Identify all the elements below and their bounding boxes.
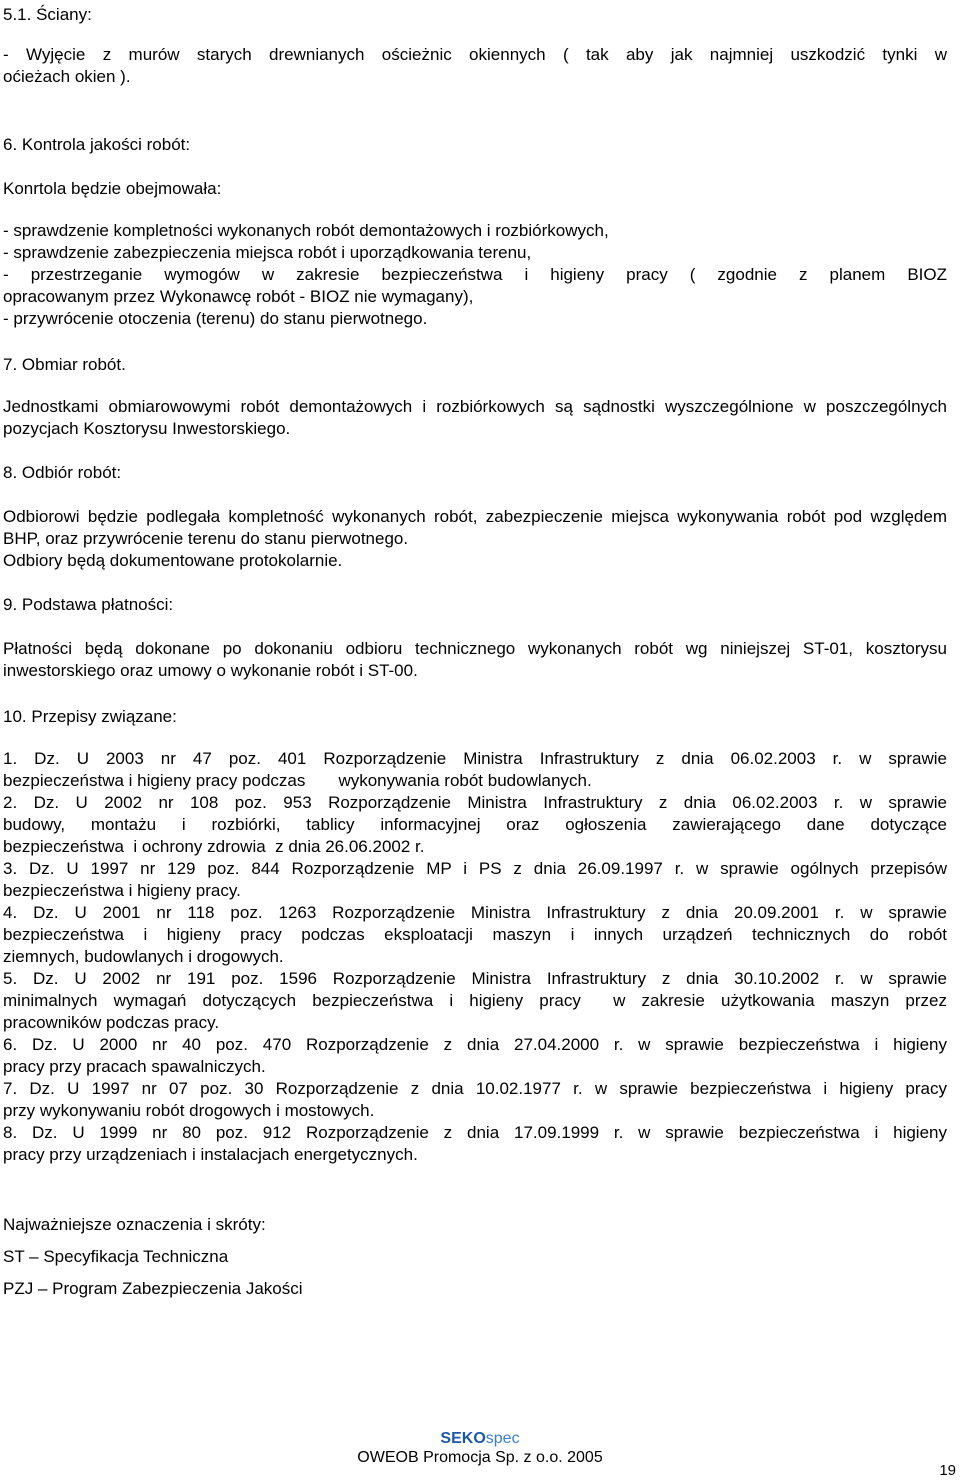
payment-heading: 9. Podstawa płatności:: [3, 595, 174, 614]
list-item: - przestrzeganie wymogów w zakresie bezpieczeństwa i higieny pracy ( zgodnie z planem BIOZ: [3, 265, 947, 284]
abbrev-item: ST – Specyfikacja Techniczna: [3, 1247, 229, 1266]
footer-company: OWEOB Promocja Sp. z o.o. 2005: [357, 1449, 603, 1466]
regulation-line: pracowników podczas pracy.: [3, 1013, 220, 1032]
walls-heading: 5.1. Ściany:: [3, 5, 92, 24]
abbrev-item: PZJ – Program Zabezpieczenia Jakości: [3, 1279, 303, 1298]
regulation-line: 1. Dz. U 2003 nr 47 poz. 401 Rozporządzenie Ministra Infrastruktury z dnia 06.02.2003 r. w sprawie: [3, 749, 947, 768]
page-number: 19: [939, 1462, 956, 1479]
regulation-line: bezpieczeństwa i higieny pracy.: [3, 881, 241, 900]
abbrev-heading: Najważniejsze oznaczenia i skróty:: [3, 1215, 266, 1234]
footer-logo: [0, 1428, 960, 1448]
list-item: - sprawdzenie kompletności wykonanych robót demontażowych i rozbiórkowych,: [3, 221, 609, 240]
walls-item: [3, 44, 947, 88]
measure-heading: 7. Obmiar robót.: [3, 355, 126, 374]
regulation-line: 3. Dz. U 1997 nr 129 poz. 844 Rozporządzenie MP i PS z dnia 26.09.1997 r. w sprawie ogólnych przepisów: [3, 859, 947, 878]
acceptance-heading: 8. Odbiór robót:: [3, 463, 122, 482]
regulation-line: przy wykonywaniu robót drogowych i mostowych.: [3, 1101, 375, 1120]
regulation-line: 5. Dz. U 2002 nr 191 poz. 1596 Rozporządzenie Ministra Infrastruktury z dnia 30.10.2002 r. w sprawie: [3, 969, 947, 988]
regulation-line: bezpieczeństwa i higieny pracy podczas wykonywania robót budowlanych.: [3, 771, 592, 790]
acceptance-text: Odbiorowi będzie podlegała kompletność wykonanych robót, zabezpieczenie miejsca wykonywania robót pod względem BHP, oraz przywrócenie terenu do stanu pierwotnego.: [3, 507, 947, 548]
regulation-line: minimalnych wymagań dotyczących bezpieczeństwa i higieny pracy w zakresie użytkowania maszyn przez: [3, 991, 947, 1010]
logo-brand-light: spec: [485, 1430, 520, 1447]
list-item: - sprawdzenie zabezpieczenia miejsca robót i uporządkowania terenu,: [3, 243, 532, 262]
regulation-line: pracy przy urządzeniach i instalacjach energetycznych.: [3, 1145, 418, 1164]
regulation-line: bezpieczeństwa i ochrony zdrowia z dnia 26.06.2002 r.: [3, 837, 425, 856]
quality-heading: 6. Kontrola jakości robót:: [3, 135, 191, 154]
quality-intro: Konrtola będzie obejmowała:: [3, 179, 222, 198]
regulation-line: budowy, montażu i rozbiórki, tablicy informacyjnej oraz ogłoszenia zawierającego dane dotyczące: [3, 815, 947, 834]
regulation-line: 6. Dz. U 2000 nr 40 poz. 470 Rozporządzenie z dnia 27.04.2000 r. w sprawie bezpieczeństwa i higieny: [3, 1035, 947, 1054]
walls-item-line1: - Wyjęcie z murów starych drewnianych ościeżnic okiennych ( tak aby jak najmniej uszkodzić tynki w: [3, 45, 947, 64]
list-item: - przywrócenie otoczenia (terenu) do stanu pierwotnego.: [3, 309, 428, 328]
regulations-heading: 10. Przepisy związane:: [3, 707, 177, 726]
payment-text: Płatności będą dokonane po dokonaniu odbioru technicznego wykonanych robót wg niniejszej ST-01, kosztorysu inwestorskiego oraz umowy o wykonanie robót i ST-00.: [3, 639, 947, 680]
regulation-line: ziemnych, budowlanych i drogowych.: [3, 947, 284, 966]
regulation-line: bezpieczeństwa i higieny pracy podczas eksploatacji maszyn i innych urządzeń technicznych do robót: [3, 925, 947, 944]
regulation-line: pracy przy pracach spawalniczych.: [3, 1057, 266, 1076]
measure-text: Jednostkami obmiarowowymi robót demontażowych i rozbiórkowych są sądnostki wyszczególnione w poszczególnych pozycjach Kosztorysu Inwestorskiego.: [3, 397, 947, 438]
quality-list: [3, 220, 947, 330]
regulation-line: 2. Dz. U 2002 nr 108 poz. 953 Rozporządzenie Ministra Infrastruktury z dnia 06.02.2003 r. w sprawie: [3, 793, 947, 812]
logo-brand-bold: SEKO: [440, 1430, 486, 1447]
regulation-line: 8. Dz. U 1999 nr 80 poz. 912 Rozporządzenie z dnia 17.09.1999 r. w sprawie bezpieczeństwa i higieny: [3, 1123, 947, 1142]
regulations-list: [3, 748, 947, 1166]
list-item: opracowanym przez Wykonawcę robót - BIOZ nie wymagany),: [3, 287, 474, 306]
walls-item-line2: oćieżach okien ).: [3, 67, 131, 86]
regulation-line: 7. Dz. U 1997 nr 07 poz. 30 Rozporządzenie z dnia 10.02.1977 r. w sprawie bezpieczeństwa i higieny pracy: [3, 1079, 947, 1098]
acceptance-text2: Odbiory będą dokumentowane protokolarnie.: [3, 551, 343, 570]
regulation-line: 4. Dz. U 2001 nr 118 poz. 1263 Rozporządzenie Ministra Infrastruktury z dnia 20.09.2001 r. w sprawie: [3, 903, 947, 922]
